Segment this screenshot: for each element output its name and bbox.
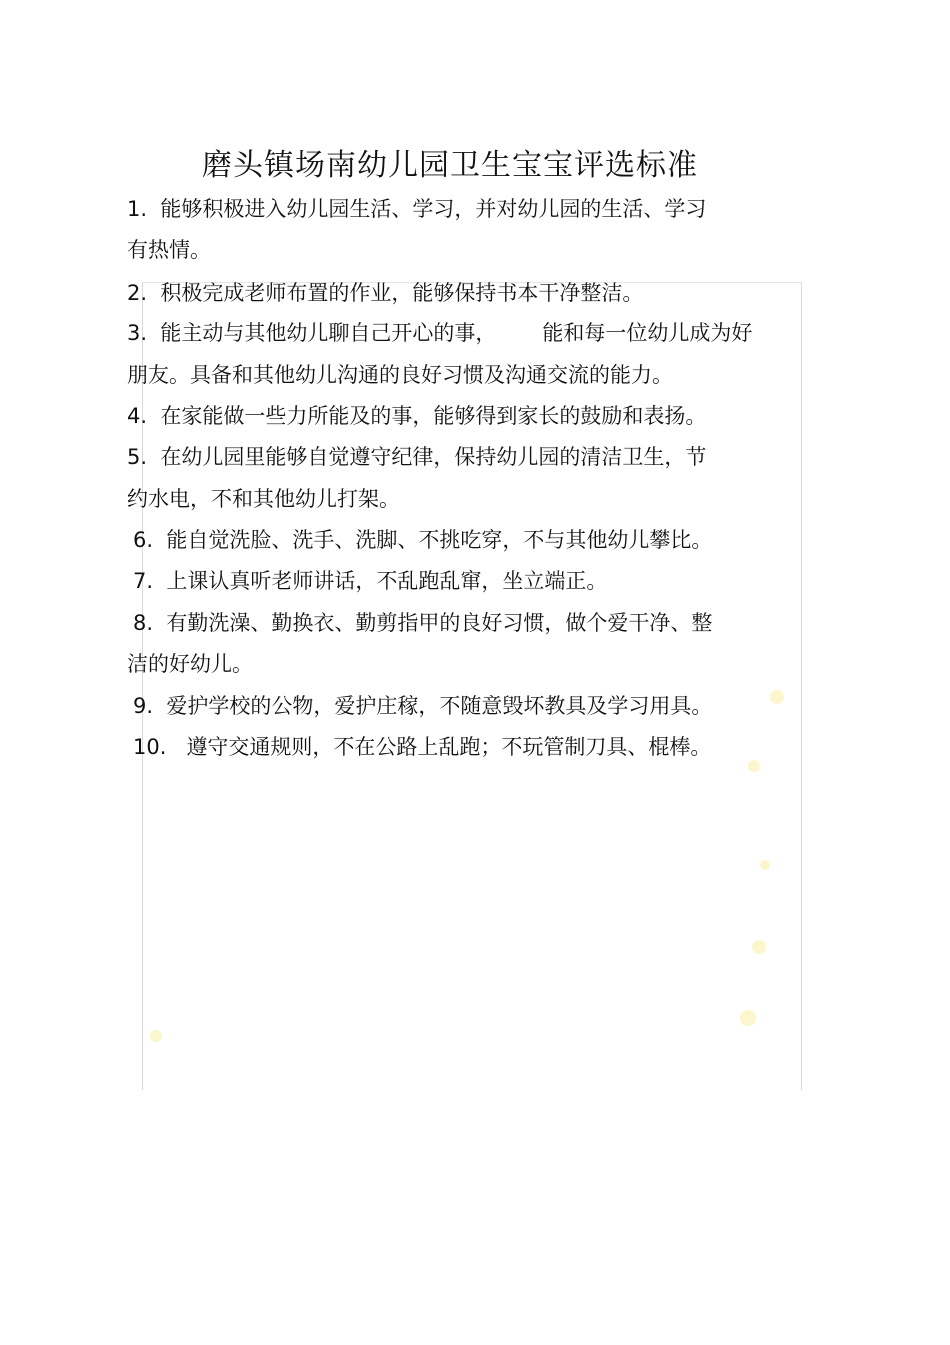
item-continuation: 洁的好幼儿。: [127, 652, 253, 676]
item-number: 2.: [127, 281, 148, 305]
item-number: 8.: [133, 611, 154, 635]
item-text: 爱护学校的公物，爱护庄稼，不随意毁坏教具及学习用具。: [166, 694, 713, 718]
list-item: [133, 567, 607, 595]
item-text: 在幼儿园里能够自觉遵守纪律，保持幼儿园的清洁卫生，节: [160, 445, 707, 469]
item-number: 9.: [133, 694, 154, 718]
decorative-dot: [760, 860, 770, 870]
item-text: 能够积极进入幼儿园生活、学习，并对幼儿园的生活、学习: [160, 197, 707, 221]
item-text: 能和每一位幼儿成为好: [542, 321, 753, 345]
item-text: 在家能做一些力所能及的事，能够得到家长的鼓励和表扬。: [160, 404, 707, 428]
item-text: 积极完成老师布置的作业，能够保持书本干净整洁。: [160, 281, 644, 305]
list-item: [127, 195, 706, 223]
decorative-dot: [740, 1010, 756, 1026]
item-number: 5.: [127, 445, 148, 469]
item-text: 能自觉洗脸、洗手、洗脚、不挑吃穿，不与其他幼儿攀比。: [166, 528, 713, 552]
item-text: 有勤洗澡、勤换衣、勤剪指甲的良好习惯，做个爱干净、整: [166, 611, 713, 635]
item-number: 6.: [133, 528, 154, 552]
decorative-dot: [150, 1030, 162, 1042]
list-item: [133, 733, 711, 761]
item-text: 能主动与其他幼儿聊自己开心的事，: [160, 321, 497, 345]
item-number: 4.: [127, 404, 148, 428]
item-number: 10.: [133, 735, 167, 759]
item-continuation: 朋友。具备和其他幼儿沟通的良好习惯及沟通交流的能力。: [127, 363, 673, 387]
item-continuation: 约水电，不和其他幼儿打架。: [127, 487, 400, 511]
list-item: [133, 609, 712, 637]
item-text: 上课认真听老师讲话，不乱跑乱窜，坐立端正。: [166, 569, 608, 593]
list-item: [133, 526, 712, 554]
document-title: 磨头镇场南幼儿园卫生宝宝评选标准: [202, 148, 698, 183]
list-item: [127, 279, 643, 307]
item-number: 7.: [133, 569, 154, 593]
list-item: [127, 402, 706, 430]
decorative-dot: [752, 940, 766, 954]
item-number: 1.: [127, 197, 148, 221]
list-item: [133, 692, 712, 720]
decorative-dot: [770, 690, 784, 704]
list-item: [127, 443, 706, 471]
decorative-dot: [748, 760, 760, 772]
item-text: 遵守交通规则，不在公路上乱跑；不玩管制刀具、棍棒。: [186, 735, 712, 759]
item-continuation: 有热情。: [127, 238, 211, 262]
item-number: 3.: [127, 321, 148, 345]
list-item: [127, 319, 752, 347]
